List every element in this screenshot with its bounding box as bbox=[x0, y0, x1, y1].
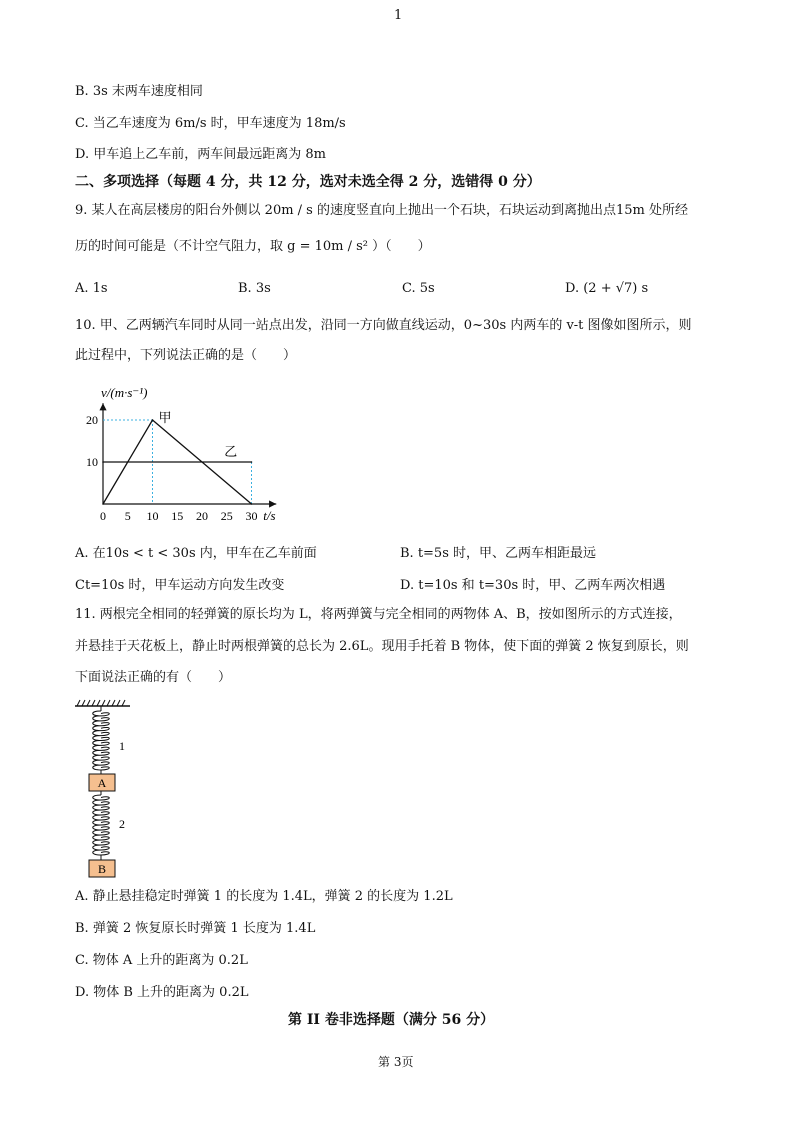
q9-stem-line2: 历的时间可能是（不计空气阻力，取 g = 10m / s² ）（ ） bbox=[75, 239, 431, 254]
q10-option-a: A. 在10s < t < 30s 内，甲车在乙车前面 bbox=[75, 546, 317, 561]
ceiling bbox=[75, 700, 130, 706]
q9-option-d: D. (2 + √7) s bbox=[565, 281, 649, 296]
q11-stem-line1: 11. 两根完全相同的轻弹簧的原长均为 L，将两弹簧与完全相同的两物体 A、B，按如图所示的方式连接， bbox=[75, 607, 682, 622]
q10-option-d: D. t=10s 和 t=30s 时，甲、乙两车两次相遇 bbox=[400, 578, 666, 593]
spring-figure bbox=[70, 698, 150, 880]
x-tick-label: 25 bbox=[220, 509, 233, 523]
section-title-multiple-choice: 二、多项选择（每题 4 分，共 12 分，选对未选全得 2 分，选错得 0 分） bbox=[75, 174, 541, 190]
q11-stem-line3: 下面说法正确的有（ ） bbox=[75, 670, 232, 685]
y-tick-label: 10 bbox=[86, 455, 98, 469]
footer-page-label: 第 3页 bbox=[378, 1055, 414, 1069]
q9-stem-line1: 9. 某人在高层楼房的阳台外侧以 20m / s 的速度竖直向上抛出一个石块，石块运动到离抛出点15m 处所经 bbox=[75, 203, 688, 218]
q9-option-c: C. 5s bbox=[402, 281, 435, 296]
x-tick-label: 30 bbox=[245, 509, 258, 523]
vt-graph bbox=[80, 383, 300, 531]
q10-option-b: B. t=5s 时，甲、乙两车相距最远 bbox=[400, 546, 597, 561]
y-tick-label: 20 bbox=[86, 413, 98, 427]
x-tick-label: 15 bbox=[171, 509, 184, 523]
q10-stem-line1: 10. 甲、乙两辆汽车同时从同一站点出发，沿同一方向做直线运动，0~30s 内两车的 v-t 图像如图所示，则 bbox=[75, 318, 692, 333]
x-tick-label: 5 bbox=[124, 509, 131, 523]
spring-1-label: 1 bbox=[119, 739, 125, 753]
q9-option-a: A. 1s bbox=[75, 281, 108, 296]
q11-option-b: B. 弹簧 2 恢复原长时弹簧 1 长度为 1.4L bbox=[75, 921, 316, 936]
series-label-jia: 甲 bbox=[158, 410, 172, 425]
q8-option-b: B. 3s 末两车速度相同 bbox=[75, 84, 203, 99]
q10-stem-line2: 此过程中，下列说法正确的是（ ） bbox=[75, 348, 297, 363]
q11-option-a: A. 静止悬挂稳定时弹簧 1 的长度为 1.4L，弹簧 2 的长度为 1.2L bbox=[75, 889, 453, 904]
q10-option-c: Ct=10s 时，甲车运动方向发生改变 bbox=[75, 578, 285, 593]
series-1-point bbox=[102, 461, 104, 463]
spring-2-label: 2 bbox=[119, 817, 125, 831]
series-label-yi: 乙 bbox=[224, 444, 238, 459]
y-axis-label: v/(m·s⁻¹) bbox=[101, 385, 148, 400]
block-b-label: B bbox=[97, 862, 107, 876]
block-a-label: A bbox=[97, 776, 107, 790]
q9-option-b: B. 3s bbox=[238, 281, 271, 296]
x-tick-label: 20 bbox=[196, 509, 208, 523]
q11-option-d: D. 物体 B 上升的距离为 0.2L bbox=[75, 985, 249, 1000]
series-0-point bbox=[102, 503, 104, 505]
q11-option-c: C. 物体 A 上升的距离为 0.2L bbox=[75, 953, 248, 968]
spring-2 bbox=[93, 791, 110, 860]
q8-option-d: D. 甲车追上乙车前，两车间最远距离为 8m bbox=[75, 147, 326, 162]
series-0-point bbox=[152, 419, 154, 421]
x-tick-label: 0 bbox=[100, 509, 106, 523]
q8-option-c: C. 当乙车速度为 6m/s 时，甲车速度为 18m/s bbox=[75, 116, 346, 131]
x-tick-label: 10 bbox=[146, 509, 159, 523]
section-title-non-choice: 第 II 卷非选择题（满分 56 分） bbox=[288, 1012, 495, 1028]
q11-stem-line2: 并悬挂于天花板上，静止时两根弹簧的总长为 2.6L。现用手托着 B 物体，使下面的弹簧 2 恢复到原长，则 bbox=[75, 639, 689, 654]
series-0-point bbox=[251, 503, 253, 505]
series-1-point bbox=[251, 461, 253, 463]
spring-1 bbox=[93, 706, 110, 774]
page-number-top: 1 bbox=[394, 8, 403, 23]
x-axis-label: t/s bbox=[263, 508, 276, 523]
